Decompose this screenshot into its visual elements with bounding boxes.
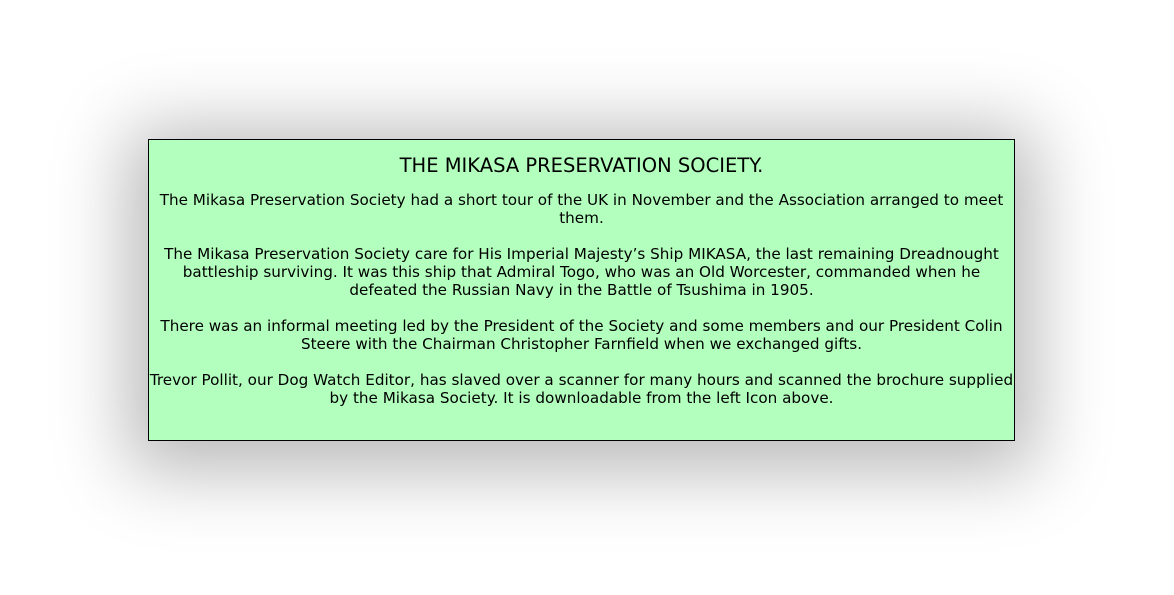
paragraph-ship-history: The Mikasa Preservation Society care for His Imperial Majesty’s Ship MIKASA, the last remaining Dreadnought battleship surviving. It was this ship that Admiral Togo, who was an Old Worcester, commanded when he defeated the Russian Navy in the Battle of Tsushima in 1905.: [164, 245, 999, 299]
paragraph-meeting: There was an informal meeting led by the President of the Society and some members and our President Colin Steere with the Chairman Christopher Farnfield when we exchanged gifts.: [160, 317, 1003, 353]
paragraph-brochure: Trevor Pollit, our Dog Watch Editor, has slaved over a scanner for many hours and scanned the brochure supplied by the Mikasa Society. It is downloadable from the left Icon above.: [149, 371, 1014, 407]
paragraph-tour: The Mikasa Preservation Society had a short tour of the UK in November and the Association arranged to meet them.: [159, 191, 1004, 227]
article-panel: [148, 139, 1015, 441]
article-title: THE MIKASA PRESERVATION SOCIETY.: [399, 154, 764, 177]
